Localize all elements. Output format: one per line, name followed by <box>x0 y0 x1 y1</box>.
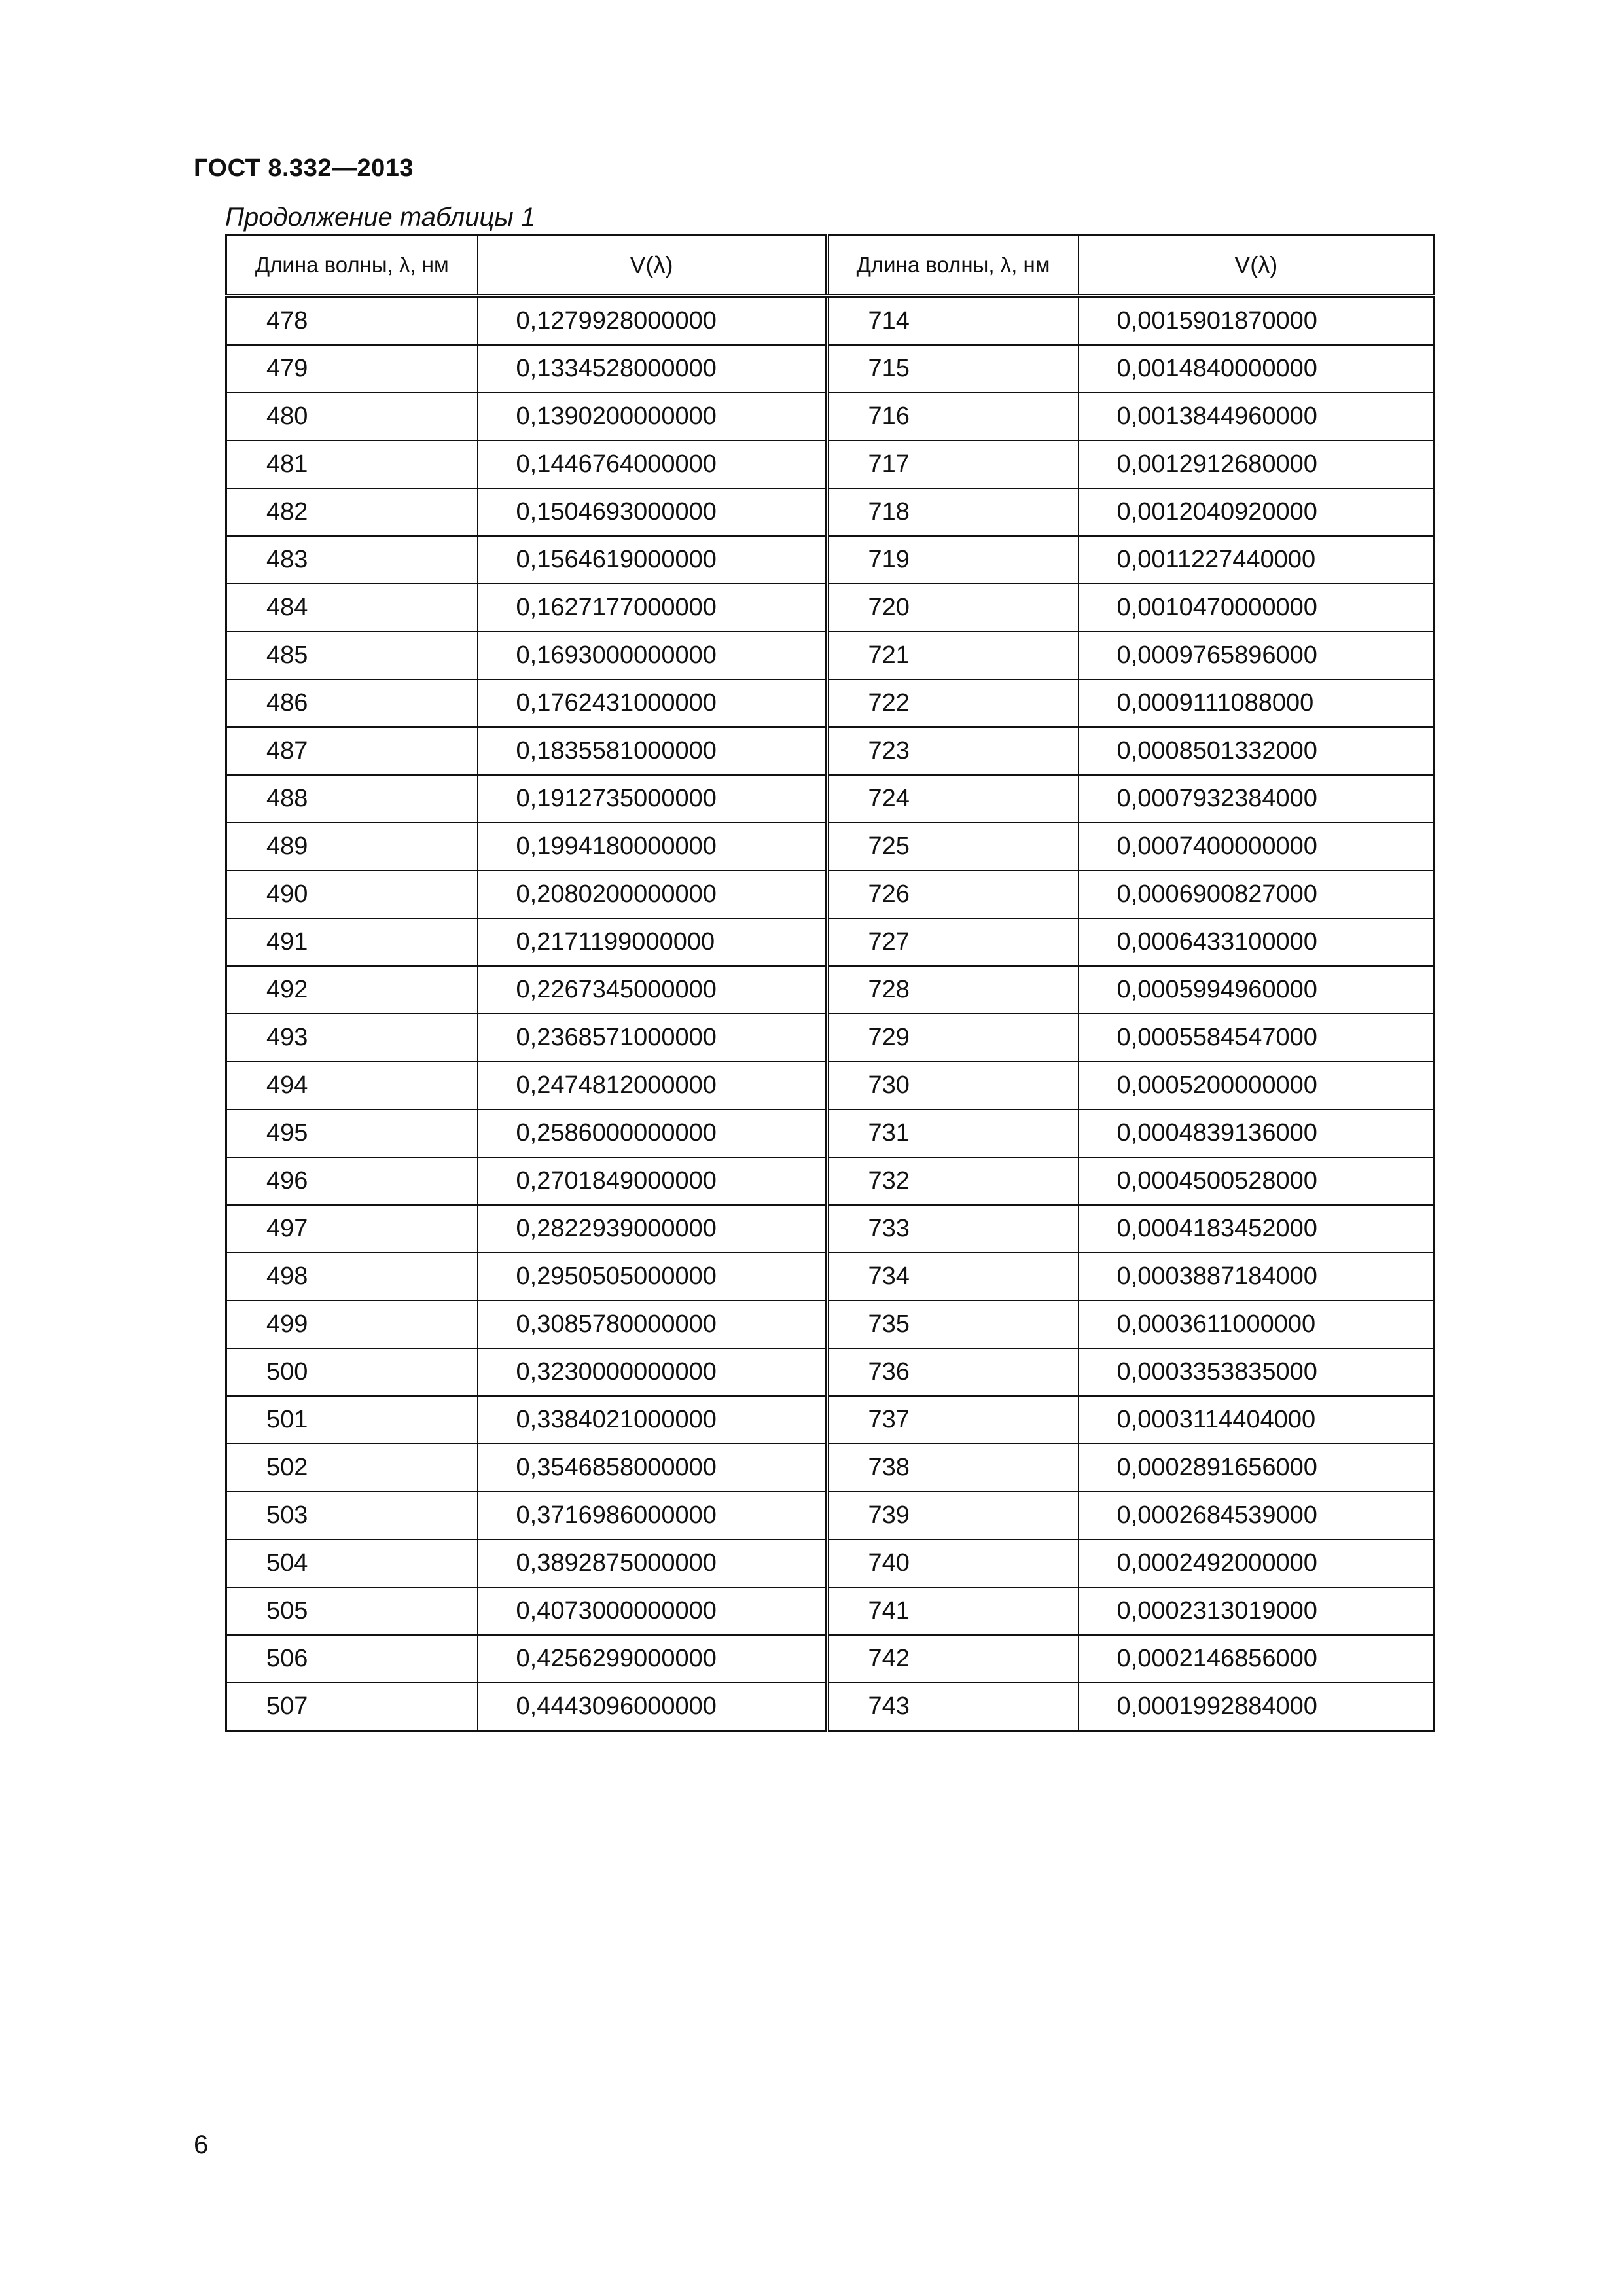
table-row <box>226 296 1435 345</box>
wavelength-cell: 727 <box>827 918 1079 966</box>
v-lambda-cell: 0,0013844960000 <box>1079 393 1435 440</box>
wavelength-cell: 738 <box>827 1444 1079 1492</box>
v-lambda-cell: 0,2701849000000 <box>478 1157 827 1205</box>
v-lambda-cell: 0,1390200000000 <box>478 393 827 440</box>
v-lambda-cell: 0,0006900827000 <box>1079 870 1435 918</box>
header-wavelength-left: Длина волны, λ, нм <box>226 236 478 296</box>
v-lambda-cell: 0,0005584547000 <box>1079 1014 1435 1062</box>
wavelength-cell: 740 <box>827 1539 1079 1587</box>
document-code: ГОСТ 8.332—2013 <box>194 154 414 182</box>
v-lambda-cell: 0,2368571000000 <box>478 1014 827 1062</box>
v-lambda-cell: 0,0003114404000 <box>1079 1396 1435 1444</box>
wavelength-cell: 728 <box>827 966 1079 1014</box>
v-lambda-cell: 0,1334528000000 <box>478 345 827 393</box>
wavelength-cell: 482 <box>226 488 478 536</box>
v-lambda-cell: 0,0003353835000 <box>1079 1348 1435 1396</box>
v-lambda-cell: 0,1994180000000 <box>478 823 827 870</box>
wavelength-cell: 495 <box>226 1109 478 1157</box>
v-lambda-cell: 0,1279928000000 <box>478 296 827 345</box>
wavelength-cell: 506 <box>226 1635 478 1683</box>
v-lambda-cell: 0,0005200000000 <box>1079 1062 1435 1109</box>
v-lambda-cell: 0,0002891656000 <box>1079 1444 1435 1492</box>
wavelength-cell: 733 <box>827 1205 1079 1253</box>
v-lambda-cell: 0,0004839136000 <box>1079 1109 1435 1157</box>
v-lambda-cell: 0,0014840000000 <box>1079 345 1435 393</box>
v-lambda-cell: 0,0012912680000 <box>1079 440 1435 488</box>
wavelength-cell: 494 <box>226 1062 478 1109</box>
wavelength-cell: 732 <box>827 1157 1079 1205</box>
table-row <box>226 679 1435 727</box>
table-row <box>226 488 1435 536</box>
wavelength-cell: 501 <box>226 1396 478 1444</box>
wavelength-cell: 503 <box>226 1492 478 1539</box>
table-row <box>226 1157 1435 1205</box>
v-lambda-cell: 0,1504693000000 <box>478 488 827 536</box>
v-lambda-cell: 0,2171199000000 <box>478 918 827 966</box>
v-lambda-cell: 0,0003887184000 <box>1079 1253 1435 1300</box>
wavelength-cell: 481 <box>226 440 478 488</box>
table-row <box>226 1109 1435 1157</box>
v-lambda-cell: 0,3716986000000 <box>478 1492 827 1539</box>
v-lambda-cell: 0,0010470000000 <box>1079 584 1435 632</box>
wavelength-cell: 487 <box>226 727 478 775</box>
wavelength-cell: 726 <box>827 870 1079 918</box>
wavelength-cell: 488 <box>226 775 478 823</box>
table-row <box>226 775 1435 823</box>
wavelength-cell: 493 <box>226 1014 478 1062</box>
wavelength-cell: 505 <box>226 1587 478 1635</box>
table-row <box>226 727 1435 775</box>
v-lambda-cell: 0,3085780000000 <box>478 1300 827 1348</box>
table-row <box>226 966 1435 1014</box>
wavelength-cell: 485 <box>226 632 478 679</box>
v-lambda-cell: 0,1835581000000 <box>478 727 827 775</box>
wavelength-cell: 502 <box>226 1444 478 1492</box>
v-lambda-cell: 0,3546858000000 <box>478 1444 827 1492</box>
wavelength-cell: 720 <box>827 584 1079 632</box>
header-v-lambda-left: V(λ) <box>478 236 827 296</box>
v-lambda-cell: 0,4256299000000 <box>478 1635 827 1683</box>
v-lambda-cell: 0,2267345000000 <box>478 966 827 1014</box>
wavelength-cell: 737 <box>827 1396 1079 1444</box>
v-lambda-cell: 0,1627177000000 <box>478 584 827 632</box>
table-row <box>226 1539 1435 1587</box>
table-row <box>226 1014 1435 1062</box>
wavelength-cell: 492 <box>226 966 478 1014</box>
table-caption: Продолжение таблицы 1 <box>225 203 536 232</box>
table-row <box>226 1300 1435 1348</box>
table-row <box>226 1492 1435 1539</box>
wavelength-cell: 725 <box>827 823 1079 870</box>
wavelength-cell: 498 <box>226 1253 478 1300</box>
wavelength-cell: 496 <box>226 1157 478 1205</box>
v-lambda-cell: 0,1693000000000 <box>478 632 827 679</box>
table-row <box>226 536 1435 584</box>
wavelength-cell: 729 <box>827 1014 1079 1062</box>
v-lambda-cell: 0,0004500528000 <box>1079 1157 1435 1205</box>
table-row <box>226 440 1435 488</box>
wavelength-cell: 479 <box>226 345 478 393</box>
wavelength-cell: 722 <box>827 679 1079 727</box>
v-lambda-cell: 0,1446764000000 <box>478 440 827 488</box>
table-row <box>226 1205 1435 1253</box>
v-lambda-cell: 0,0005994960000 <box>1079 966 1435 1014</box>
wavelength-cell: 734 <box>827 1253 1079 1300</box>
table-row <box>226 870 1435 918</box>
v-lambda-cell: 0,0007400000000 <box>1079 823 1435 870</box>
table-row <box>226 823 1435 870</box>
v-lambda-cell: 0,0002684539000 <box>1079 1492 1435 1539</box>
v-lambda-cell: 0,0002313019000 <box>1079 1587 1435 1635</box>
table-body <box>226 296 1435 1731</box>
v-lambda-cell: 0,0009765896000 <box>1079 632 1435 679</box>
v-lambda-cell: 0,0004183452000 <box>1079 1205 1435 1253</box>
v-lambda-cell: 0,0002492000000 <box>1079 1539 1435 1587</box>
table-row <box>226 1683 1435 1731</box>
v-lambda-cell: 0,0001992884000 <box>1079 1683 1435 1731</box>
wavelength-cell: 500 <box>226 1348 478 1396</box>
table-row <box>226 1062 1435 1109</box>
wavelength-cell: 730 <box>827 1062 1079 1109</box>
v-lambda-cell: 0,1564619000000 <box>478 536 827 584</box>
v-lambda-cell: 0,1762431000000 <box>478 679 827 727</box>
v-lambda-cell: 0,0007932384000 <box>1079 775 1435 823</box>
table-row <box>226 632 1435 679</box>
wavelength-cell: 723 <box>827 727 1079 775</box>
table-row <box>226 1587 1435 1635</box>
v-lambda-cell: 0,3892875000000 <box>478 1539 827 1587</box>
wavelength-cell: 741 <box>827 1587 1079 1635</box>
table-row <box>226 1396 1435 1444</box>
data-table <box>225 234 1435 1732</box>
wavelength-cell: 717 <box>827 440 1079 488</box>
wavelength-cell: 491 <box>226 918 478 966</box>
wavelength-cell: 489 <box>226 823 478 870</box>
wavelength-cell: 497 <box>226 1205 478 1253</box>
table-row <box>226 918 1435 966</box>
v-lambda-cell: 0,2474812000000 <box>478 1062 827 1109</box>
wavelength-cell: 739 <box>827 1492 1079 1539</box>
wavelength-cell: 507 <box>226 1683 478 1731</box>
v-lambda-cell: 0,4073000000000 <box>478 1587 827 1635</box>
table-row <box>226 345 1435 393</box>
v-lambda-cell: 0,4443096000000 <box>478 1683 827 1731</box>
wavelength-cell: 499 <box>226 1300 478 1348</box>
table-header-row <box>226 236 1435 296</box>
v-lambda-cell: 0,0009111088000 <box>1079 679 1435 727</box>
wavelength-cell: 743 <box>827 1683 1079 1731</box>
v-lambda-cell: 0,0002146856000 <box>1079 1635 1435 1683</box>
v-lambda-cell: 0,0011227440000 <box>1079 536 1435 584</box>
table-row <box>226 1635 1435 1683</box>
wavelength-cell: 484 <box>226 584 478 632</box>
v-lambda-cell: 0,2586000000000 <box>478 1109 827 1157</box>
header-wavelength-right: Длина волны, λ, нм <box>827 236 1079 296</box>
table-row <box>226 584 1435 632</box>
v-lambda-cell: 0,0015901870000 <box>1079 296 1435 345</box>
wavelength-cell: 731 <box>827 1109 1079 1157</box>
v-lambda-cell: 0,2950505000000 <box>478 1253 827 1300</box>
v-lambda-cell: 0,0008501332000 <box>1079 727 1435 775</box>
wavelength-cell: 478 <box>226 296 478 345</box>
table-row <box>226 1253 1435 1300</box>
wavelength-cell: 724 <box>827 775 1079 823</box>
wavelength-cell: 718 <box>827 488 1079 536</box>
v-lambda-cell: 0,2080200000000 <box>478 870 827 918</box>
wavelength-cell: 504 <box>226 1539 478 1587</box>
table-row <box>226 1444 1435 1492</box>
wavelength-cell: 721 <box>827 632 1079 679</box>
page-number: 6 <box>194 2130 209 2159</box>
v-lambda-cell: 0,0003611000000 <box>1079 1300 1435 1348</box>
table-row <box>226 1348 1435 1396</box>
v-lambda-cell: 0,0006433100000 <box>1079 918 1435 966</box>
wavelength-cell: 480 <box>226 393 478 440</box>
wavelength-cell: 719 <box>827 536 1079 584</box>
v-lambda-cell: 0,2822939000000 <box>478 1205 827 1253</box>
wavelength-cell: 735 <box>827 1300 1079 1348</box>
header-v-lambda-right: V(λ) <box>1079 236 1435 296</box>
v-lambda-cell: 0,3230000000000 <box>478 1348 827 1396</box>
wavelength-cell: 486 <box>226 679 478 727</box>
v-lambda-cell: 0,3384021000000 <box>478 1396 827 1444</box>
wavelength-cell: 715 <box>827 345 1079 393</box>
v-lambda-cell: 0,0012040920000 <box>1079 488 1435 536</box>
table-row <box>226 393 1435 440</box>
wavelength-cell: 483 <box>226 536 478 584</box>
wavelength-cell: 736 <box>827 1348 1079 1396</box>
v-lambda-cell: 0,1912735000000 <box>478 775 827 823</box>
wavelength-cell: 714 <box>827 296 1079 345</box>
wavelength-cell: 490 <box>226 870 478 918</box>
wavelength-cell: 742 <box>827 1635 1079 1683</box>
wavelength-cell: 716 <box>827 393 1079 440</box>
